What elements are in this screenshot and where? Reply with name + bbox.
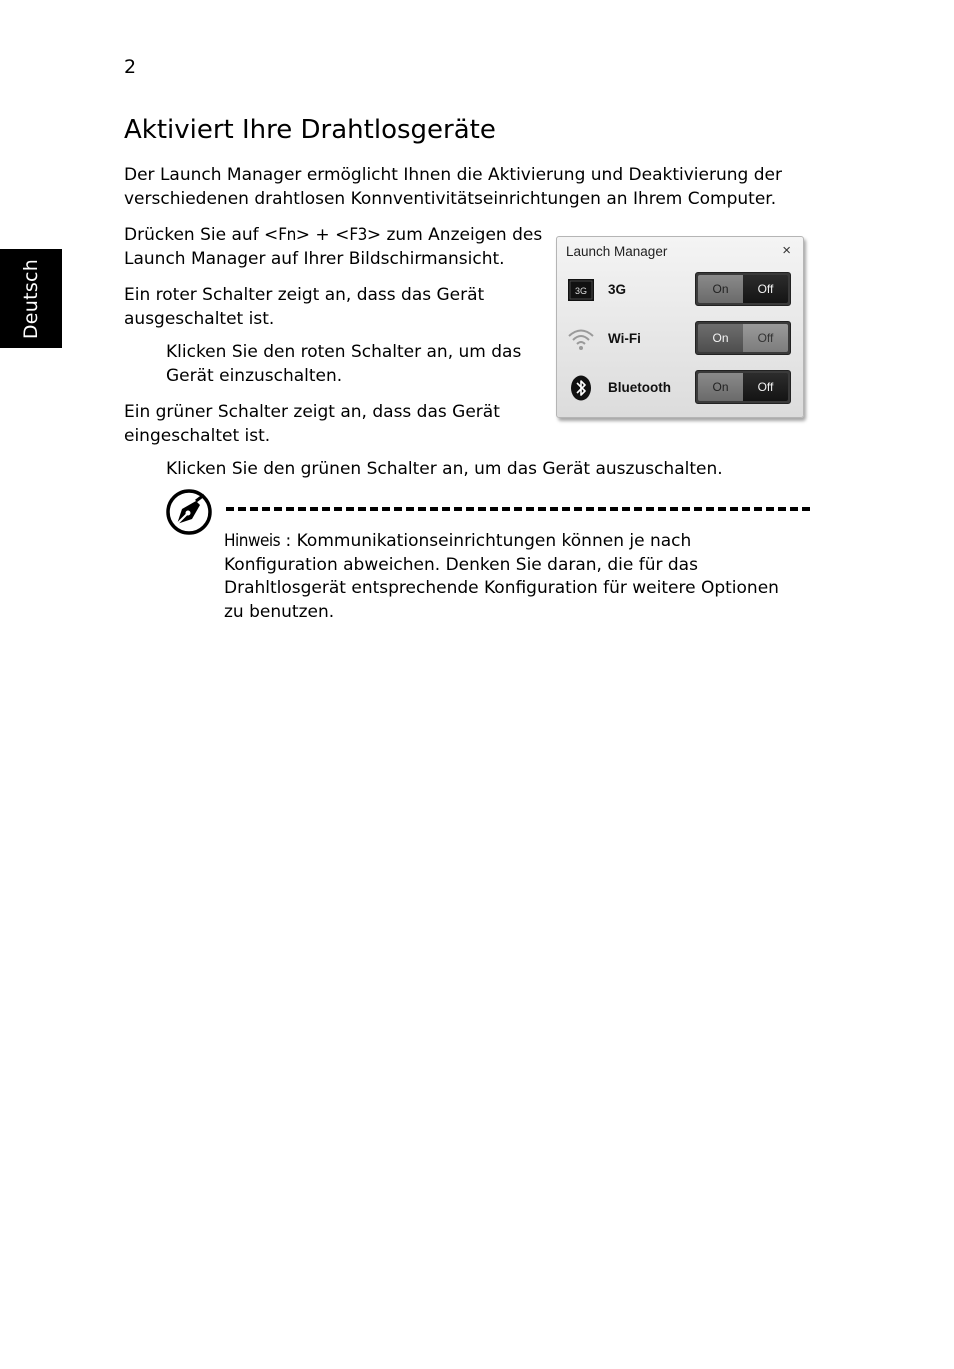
shortcut-paragraph	[124, 224, 544, 271]
page-number: 2	[124, 56, 137, 78]
page-title: Aktiviert Ihre Drahtlosgeräte	[124, 115, 496, 145]
note-divider	[226, 507, 810, 511]
green-switch-paragraph: Ein grüner Schalter zeigt an, dass das Gerät eingeschaltet ist.	[124, 402, 500, 446]
row-bluetooth-label: Bluetooth	[608, 380, 671, 395]
launch-manager-window	[556, 236, 804, 418]
note-text: : Kommunikationseinrichtungen können je nach Konfiguration abweichen. Denken Sie daran, die für das Drahltlosgerät entsprechende Konfiguration für weitere Optionen zu benutzen.	[224, 531, 779, 622]
note-paragraph	[224, 530, 784, 624]
wifi-toggle[interactable]	[695, 321, 791, 355]
3g-icon	[567, 277, 595, 303]
launch-manager-title: Launch Manager	[566, 244, 668, 259]
close-icon[interactable]: ×	[782, 242, 791, 259]
3g-toggle[interactable]	[695, 272, 791, 306]
bluetooth-toggle[interactable]	[695, 370, 791, 404]
wifi-off-button[interactable]: Off	[743, 324, 788, 352]
key-f3: F3	[349, 225, 367, 245]
3g-on-button[interactable]: On	[698, 275, 743, 303]
note-pen-icon	[166, 489, 212, 535]
shortcut-mid: > + <	[295, 225, 350, 245]
3g-off-button[interactable]: Off	[743, 275, 788, 303]
shortcut-suffix: > zum Anzeigen des Launch Manager auf Ihrer Bildschirmansicht.	[124, 225, 543, 269]
row-bluetooth	[557, 368, 803, 408]
svg-text:3G: 3G	[574, 286, 588, 296]
row-3g	[557, 270, 803, 310]
shortcut-prefix: Drücken Sie auf <	[124, 225, 279, 245]
row-wifi	[557, 319, 803, 359]
wifi-icon	[567, 326, 595, 352]
language-side-tab	[0, 249, 62, 348]
wifi-on-button[interactable]: On	[698, 324, 743, 352]
bluetooth-off-button[interactable]: Off	[743, 373, 788, 401]
key-fn: Fn	[278, 225, 296, 245]
red-switch-action: Klicken Sie den roten Schalter an, um das Gerät einzuschalten.	[166, 342, 522, 386]
intro-paragraph: Der Launch Manager ermöglicht Ihnen die Aktivierung und Deaktivierung der verschiedenen drahtlosen Konnventivitätseinrichtungen an Ihrem Computer.	[124, 165, 782, 209]
side-tab-label: Deutsch	[20, 258, 42, 339]
note-label: Hinweis	[224, 531, 281, 551]
bluetooth-on-button[interactable]: On	[698, 373, 743, 401]
row-3g-label: 3G	[608, 282, 627, 297]
green-switch-action: Klicken Sie den grünen Schalter an, um das Gerät auszuschalten.	[166, 459, 723, 479]
row-wifi-label: Wi-Fi	[608, 331, 641, 346]
red-switch-paragraph: Ein roter Schalter zeigt an, dass das Gerät ausgeschaltet ist.	[124, 285, 485, 329]
bluetooth-icon	[567, 375, 595, 401]
